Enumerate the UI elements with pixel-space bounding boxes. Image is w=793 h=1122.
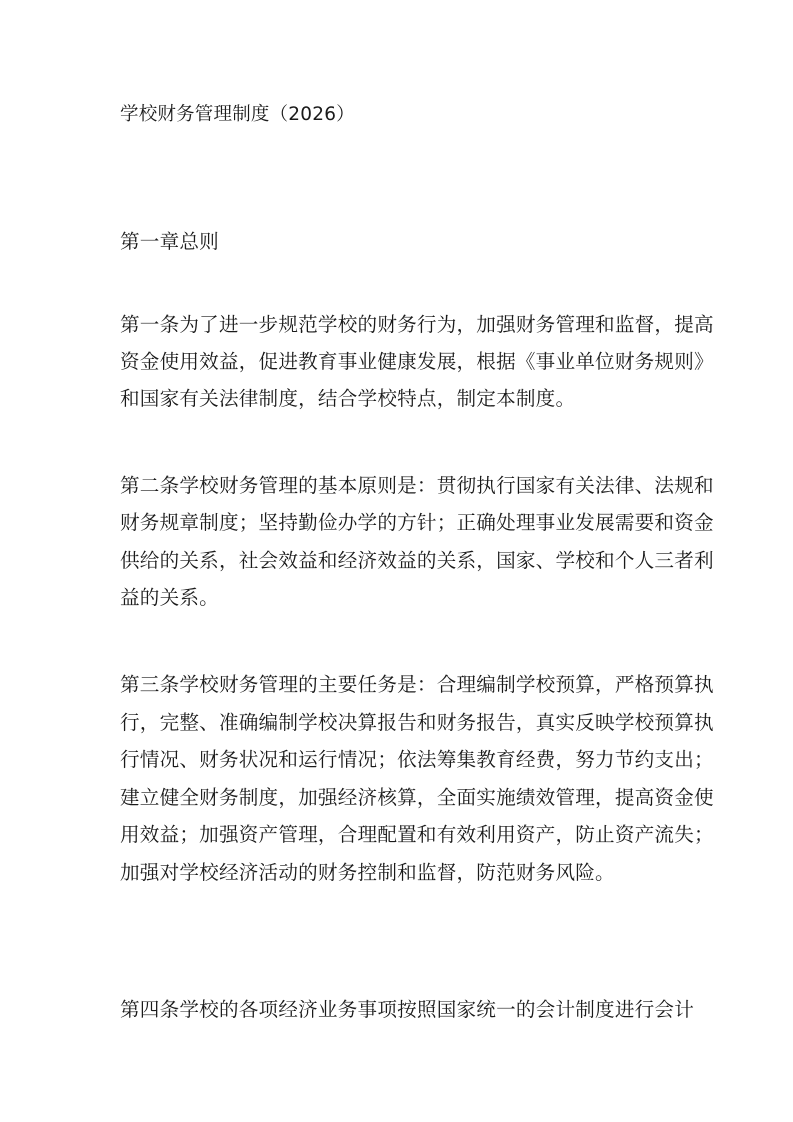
article-line: 供给的关系，社会效益和经济效益的关系，国家、学校和个人三者利 [120, 549, 714, 572]
article-line: 第二条学校财务管理的基本原则是：贯彻执行国家有关法律、法规和 [120, 474, 714, 497]
article-line: 益的关系。 [120, 586, 219, 609]
article-line: 加强对学校经济活动的财务控制和监督，防范财务风险。 [120, 861, 615, 884]
article-line: 第一条为了进一步规范学校的财务行为，加强财务管理和监督，提高 [120, 313, 714, 336]
article-line: 第四条学校的各项经济业务事项按照国家统一的会计制度进行会计 [120, 998, 695, 1021]
article-line: 建立健全财务制度，加强经济核算，全面实施绩效管理，提高资金使 [120, 786, 714, 809]
document-title: 学校财务管理制度（2026） [120, 104, 355, 125]
chapter-heading: 第一章总则 [120, 230, 219, 253]
article-line: 行情况、财务状况和运行情况；依法筹集教育经费，努力节约支出； [120, 748, 714, 771]
article-line: 和国家有关法律制度，结合学校特点，制定本制度。 [120, 387, 576, 410]
article-line: 财务规章制度；坚持勤俭办学的方针；正确处理事业发展需要和资金 [120, 511, 714, 534]
article-line: 资金使用效益，促进教育事业健康发展，根据《事业单位财务规则》 [120, 350, 714, 373]
article-line: 第三条学校财务管理的主要任务是：合理编制学校预算，严格预算执 [120, 673, 714, 696]
article-line: 行，完整、准确编制学校决算报告和财务报告，真实反映学校预算执 [120, 711, 714, 734]
article-line: 用效益；加强资产管理，合理配置和有效利用资产，防止资产流失； [120, 823, 714, 846]
